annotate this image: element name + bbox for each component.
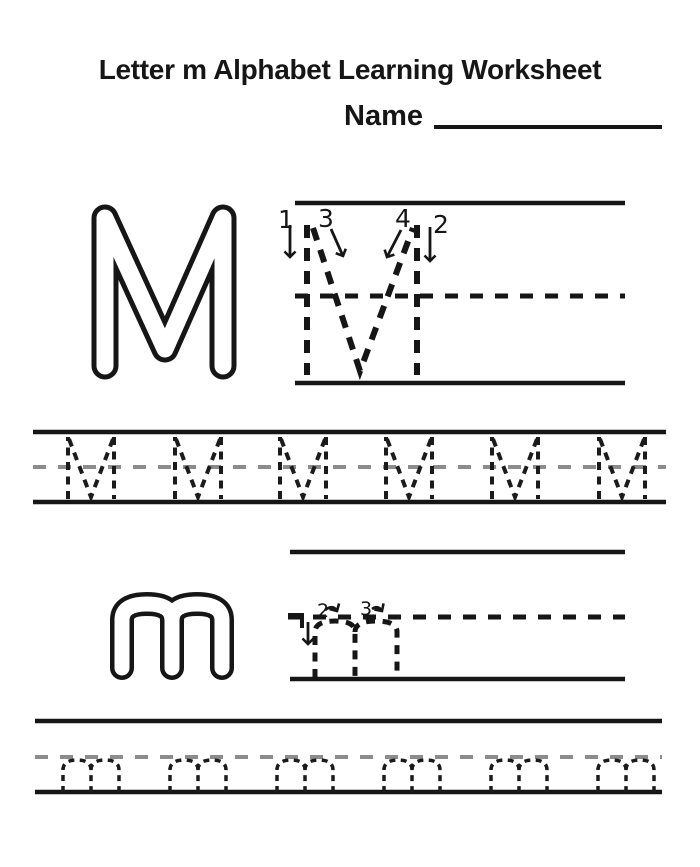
trace-letter-m [277,760,333,792]
stroke-number-2: 2 [433,210,449,239]
uppercase-display-letter [89,201,241,383]
stroke-number-3: 3 [318,204,334,233]
lowercase-practice-guide [275,540,670,690]
traceable-lowercase-m [315,621,397,678]
name-label: Name [344,100,423,132]
name-fill-line [434,125,662,129]
trace-letter-m [491,760,547,792]
stroke-arrow-2-right [325,607,337,611]
stroke-arrow-3-diagonal [331,229,343,256]
trace-letter-m [384,760,440,792]
traceable-uppercase-M [307,225,417,375]
trace-letter-m [170,760,226,792]
stroke-number-4: 4 [395,204,411,233]
stroke-number-3: 3 [360,598,373,620]
uppercase-practice-guide [275,195,670,400]
stroke-arrow-3-right [372,607,382,611]
stroke-1-start-hook [288,615,302,628]
lowercase-trace-row [25,715,675,800]
lowercase-display-letter [110,592,234,680]
uppercase-trace-row [25,425,675,510]
trace-letter-m [598,760,654,792]
uppercase-bubble-fill [105,218,223,366]
trace-letter-m [63,760,119,792]
stroke-number-2: 2 [317,600,330,622]
page-title: Letter m Alphabet Learning Worksheet [98,54,602,85]
stroke-arrow-4-diagonal [387,230,401,257]
stroke-number-1: 1 [278,205,294,234]
